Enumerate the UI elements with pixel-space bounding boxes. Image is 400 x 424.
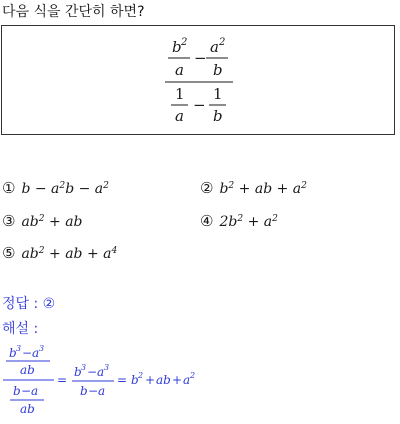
result-b: b [131, 373, 139, 387]
exponent: 2 [103, 181, 109, 191]
expr-part: b − a [21, 181, 60, 197]
expr-part: + ab + a [234, 181, 302, 197]
answer-choices [0, 176, 400, 266]
denominator-a: a [175, 61, 184, 79]
plus-sign: + [172, 373, 183, 387]
num-a: a [31, 384, 39, 398]
den-ab: ab [20, 363, 35, 377]
problem-box [1, 25, 395, 135]
term-b-squared: b [172, 38, 182, 56]
exponent: 2 [228, 181, 235, 191]
choice-4[interactable] [200, 212, 278, 230]
exponent-3: 3 [16, 344, 22, 353]
equals-sign: = [117, 373, 128, 387]
term-a-squared: a [210, 38, 219, 56]
choice-expression [21, 214, 82, 230]
exponent: 2 [301, 181, 307, 191]
expr-part: ab [21, 246, 39, 262]
equals-sign: = [57, 373, 68, 387]
problem-expression [2, 26, 394, 134]
minus-sign: − [22, 346, 33, 360]
choice-number: ④ [200, 212, 214, 230]
exponent-3: 3 [39, 344, 45, 353]
choice-5[interactable] [2, 244, 117, 262]
result-a: a [183, 373, 191, 387]
choice-number: ③ [2, 212, 16, 230]
choice-number: ② [200, 179, 214, 197]
choice-number: ① [2, 179, 16, 197]
minus-sign: − [194, 49, 207, 67]
exponent-3: 3 [81, 363, 87, 372]
exponent-2: 2 [219, 37, 226, 48]
den-ab: ab [20, 402, 35, 416]
minus-sign: − [193, 96, 206, 114]
expr-part: 2b [219, 214, 238, 230]
numerator-1: 1 [213, 85, 223, 103]
solution-math [0, 340, 260, 420]
expr-part: ab [21, 214, 39, 230]
minus-sign: − [21, 384, 32, 398]
explanation-label: 해설 : [2, 321, 39, 337]
denominator-a: a [175, 107, 184, 125]
exponent: 2 [59, 181, 66, 191]
plus-sign: + [145, 373, 156, 387]
den-b-minus-a: b [80, 384, 88, 398]
exponent-2: 2 [138, 371, 144, 380]
expr-part: + ab [44, 214, 83, 230]
numerator-1: 1 [175, 85, 185, 103]
num-b-cubed: b [9, 346, 17, 360]
exponent-3: 3 [104, 363, 110, 372]
exponent-2: 2 [181, 37, 188, 48]
expr-part: b [219, 181, 229, 197]
num-b-cubed: b [74, 365, 82, 379]
choice-expression [21, 181, 109, 197]
denominator-b: b [213, 61, 223, 79]
num-b-minus-a: b [13, 384, 21, 398]
num-a-cubed: a [32, 346, 40, 360]
exponent: 2 [38, 214, 45, 224]
denominator-b: b [213, 107, 223, 125]
num-a-cubed: a [97, 365, 105, 379]
choice-number: ⑤ [2, 244, 16, 262]
expr-part: + a [243, 214, 273, 230]
expr-part: + ab + a [44, 246, 112, 262]
expr-part: b − a [65, 181, 104, 197]
answer-label: 정답 : ② [2, 296, 56, 312]
choice-expression [219, 181, 306, 197]
minus-sign: − [88, 384, 99, 398]
exponent: 2 [38, 246, 45, 256]
exponent: 2 [237, 214, 244, 224]
den-a: a [98, 384, 106, 398]
choice-1[interactable] [2, 179, 109, 197]
minus-sign: − [87, 365, 98, 379]
exponent-2: 2 [190, 371, 196, 380]
choice-expression [219, 214, 277, 230]
question-text: 다음 식을 간단히 하면? [2, 4, 145, 20]
result-ab: ab [156, 373, 171, 387]
solution-expression [0, 340, 260, 420]
choice-expression [21, 246, 117, 262]
exponent: 4 [111, 246, 118, 256]
choice-3[interactable] [2, 212, 83, 230]
choice-2[interactable] [200, 179, 307, 197]
exponent: 2 [272, 214, 278, 224]
